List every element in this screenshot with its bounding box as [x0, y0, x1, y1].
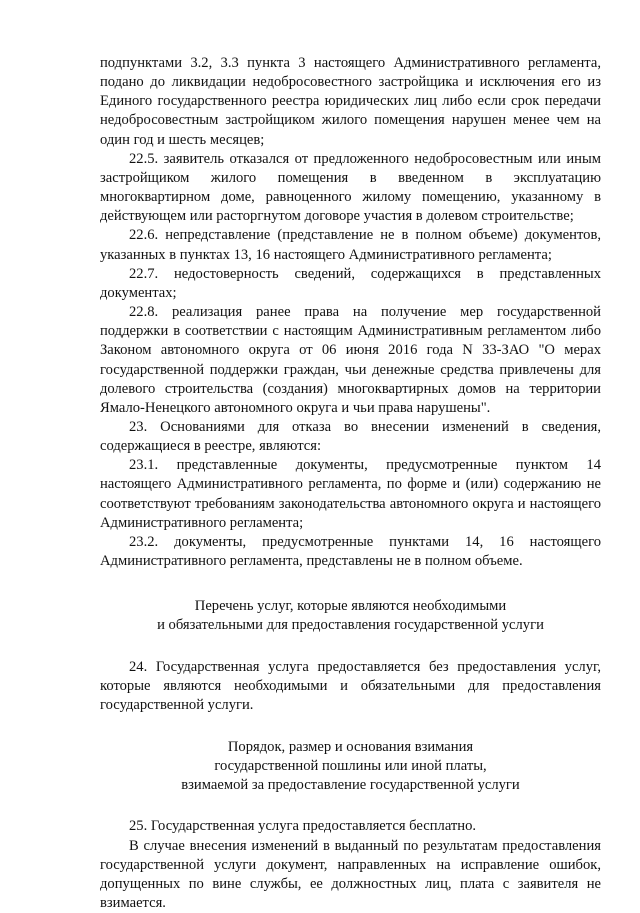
paragraph-22-6: 22.6. непредставление (представление не в полном объеме) документов, указанных в пунктах 13, 16 настоящего Административного регламента; — [100, 227, 601, 263]
paragraph-22-7: 22.7. недостоверность сведений, содержащихся в представленных документах; — [100, 265, 601, 301]
heading-line: и обязательными для предоставления государственной услуги — [157, 617, 544, 634]
paragraph-22-8: 22.8. реализация ранее права на получение мер государственной поддержки в соответствии с настоящим Административным регламентом либо Законом автономного округа от 06 июня 2016 года N 33-ЗАО "О мерах государственной поддержки граждан, чьи денежные средства привлечены для долевого строительства (создания) многоквартирных домов на территории Ямало-Ненецкого автономного округа и чьи права нарушены". — [100, 304, 601, 416]
paragraph-23: 23. Основаниями для отказа во внесении изменений в сведения, содержащиеся в реестре, являются: — [100, 418, 601, 455]
paragraph-23-2: 23.2. документы, предусмотренные пунктами 14, 16 настоящего Административного регламента, представлены не в полном объеме. — [100, 533, 601, 570]
paragraph-22-5: 22.5. заявитель отказался от предложенного недобросовестным или иным застройщиком жилого помещения в введенном в эксплуатацию многоквартирном доме, равноценного жилому помещению, указанному в действующем или расторгнутом договоре участия в долевом строительстве; — [100, 150, 601, 225]
paragraph-24: 24. Государственная услуга предоставляется без предоставления услуг, которые являются необходимыми и обязательными для предоставления государственной услуги. — [100, 658, 601, 713]
paragraph-25: 25. Государственная услуга предоставляется бесплатно. — [129, 818, 477, 835]
section-heading-services — [100, 597, 601, 635]
heading-line: государственной пошлины или иной платы, — [214, 758, 487, 775]
spacer — [100, 795, 601, 817]
section-heading-fees — [100, 738, 601, 795]
spacer — [100, 715, 601, 738]
spacer — [100, 636, 601, 658]
heading-line: Порядок, размер и основания взимания — [227, 739, 474, 755]
paragraph-25-fee-note: В случае внесения изменений в выданный по результатам предоставления государственной услуги документ, направленных на исправление ошибок, допущенных по вине службы, ее должностных лиц, плата с заявителя не взимается. — [100, 837, 601, 912]
heading-line: Перечень услуг, которые являются необходимыми — [194, 598, 507, 615]
paragraph-continuation: подпунктами 3.2, 3.3 пункта 3 настоящего Административного регламента, подано до ликвидации недобросовестного застройщика и исключения его из Единого государственного реестра юридических лиц либо если срок передачи недобросовестным застройщиком жилого помещения нарушен менее чем на один год и шесть месяцев; — [100, 55, 601, 148]
spacer — [100, 571, 601, 597]
heading-line: взимаемой за предоставление государственной услуги — [181, 777, 520, 794]
paragraph-23-1: 23.1. представленные документы, предусмотренные пунктом 14 настоящего Административного регламента, по форме и (или) содержанию не соответствуют требованиям законодательства автономного округа и настоящего Административного регламента; — [100, 457, 601, 531]
